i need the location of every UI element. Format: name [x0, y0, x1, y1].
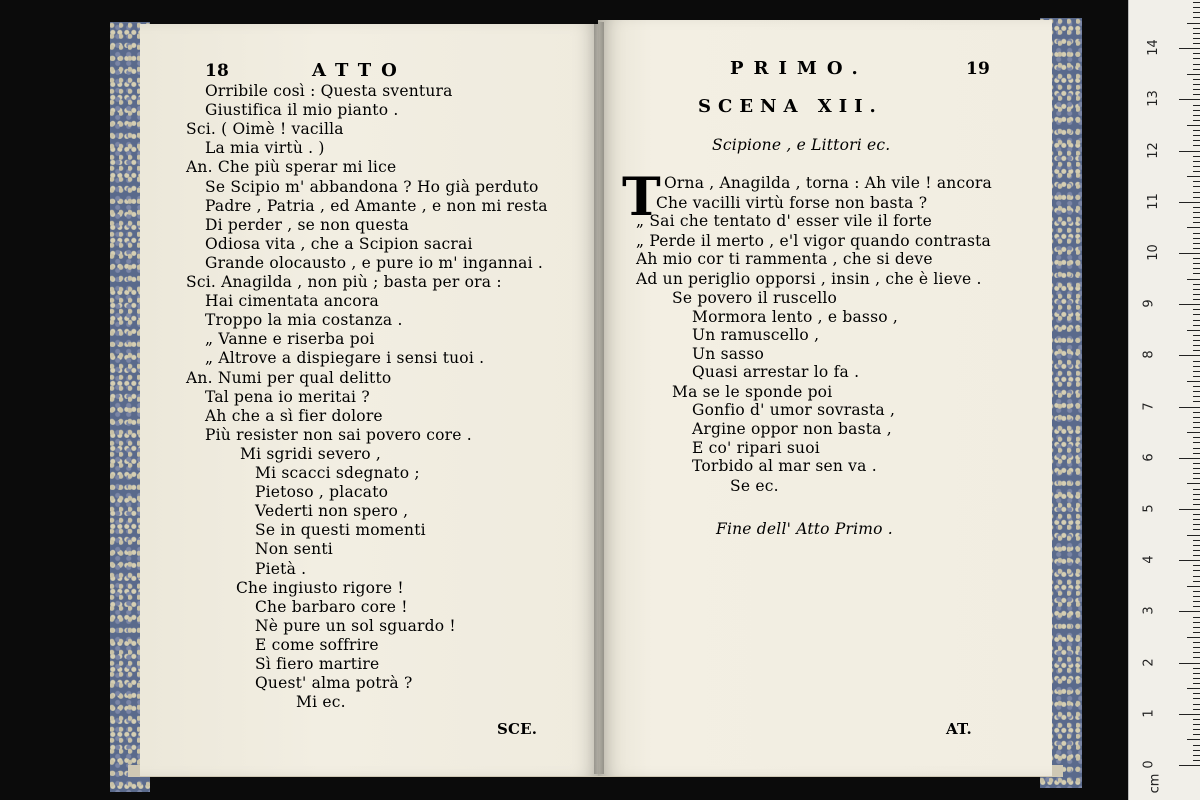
ruler-tick — [1193, 145, 1200, 146]
left-text-line: An. Numi per qual delitto — [186, 368, 392, 387]
right-text-line: Orna , Anagilda , torna : Ah vile ! ancora — [664, 174, 992, 192]
ruler-tick — [1193, 238, 1200, 239]
left-text-line: Ah che a sì fier dolore — [205, 406, 383, 425]
ruler-tick — [1193, 555, 1200, 556]
ruler-tick — [1193, 376, 1200, 377]
ruler-number: 6 — [1141, 453, 1157, 462]
ruler-tick — [1179, 458, 1200, 459]
left-text-line: Troppo la mia costanza . — [205, 311, 403, 330]
ruler-tick — [1193, 745, 1200, 746]
right-text-line: Mormora lento , e basso , — [692, 308, 899, 326]
ruler-tick — [1193, 668, 1200, 669]
ruler-tick — [1193, 156, 1200, 157]
ruler-tick — [1193, 478, 1200, 479]
ruler-number: 12 — [1145, 141, 1161, 159]
ruler-tick — [1179, 253, 1200, 254]
ruler-number: 11 — [1145, 193, 1161, 210]
ruler-tick — [1179, 48, 1200, 49]
ruler-tick — [1193, 371, 1200, 372]
ruler-tick — [1193, 17, 1200, 18]
ruler-tick — [1193, 545, 1200, 546]
right-running-head: PRIMO. — [730, 58, 868, 79]
ruler-tick — [1193, 38, 1200, 39]
ruler-tick — [1193, 729, 1200, 730]
left-text-line: An. Che più sperar mi lice — [186, 158, 397, 177]
ruler-tick — [1193, 709, 1200, 710]
book-gutter — [594, 22, 604, 774]
measurement-ruler — [1128, 0, 1200, 800]
ruler-tick — [1193, 581, 1200, 582]
left-text-line: Hai cimentata ancora — [205, 292, 379, 311]
ruler-tick — [1193, 284, 1200, 285]
ruler-tick — [1187, 227, 1200, 228]
ruler-number: 7 — [1141, 401, 1157, 411]
ruler-tick — [1193, 514, 1200, 515]
ruler-tick — [1193, 258, 1200, 259]
left-text-line: Grande olocausto , e pure io m' ingannai . — [205, 253, 543, 272]
ruler-tick — [1193, 12, 1200, 13]
right-text-line: Quasi arrestar lo fa . — [692, 363, 860, 381]
ruler-tick — [1193, 94, 1200, 95]
right-page-number: 19 — [966, 59, 991, 79]
ruler-tick — [1193, 243, 1200, 244]
ruler-tick — [1187, 279, 1200, 280]
right-text-line: „ Sai che tentato d' esser vile il forte — [636, 212, 932, 230]
right-text-line: Se povero il ruscello — [672, 289, 838, 307]
ruler-tick — [1193, 565, 1200, 566]
ruler-tick — [1193, 673, 1200, 674]
end-of-act-note: Fine dell' Atto Primo . — [716, 520, 893, 538]
left-text-line: Orribile così : Questa sventura — [205, 82, 453, 100]
ruler-tick — [1193, 2, 1200, 3]
right-text-line: Che vacilli virtù forse non basta ? — [656, 194, 928, 212]
ruler-tick — [1193, 540, 1200, 541]
ruler-tick — [1193, 412, 1200, 413]
scene-title: SCENA XII. — [698, 96, 883, 117]
ruler-tick — [1179, 560, 1200, 561]
ruler-number: 10 — [1145, 244, 1161, 261]
ruler-tick — [1179, 714, 1200, 715]
ruler-tick — [1193, 361, 1200, 362]
ruler-tick — [1193, 391, 1200, 392]
ruler-tick — [1193, 427, 1200, 428]
ruler-tick — [1193, 499, 1200, 500]
ruler-tick — [1193, 320, 1200, 321]
right-text-line: Se ec. — [730, 477, 779, 495]
left-text-line: Odiosa vita , che a Scipion sacrai — [205, 234, 473, 253]
right-text-line: Un ramuscello , — [692, 326, 820, 344]
ruler-tick — [1193, 335, 1200, 336]
ruler-tick — [1193, 755, 1200, 756]
ruler-tick — [1187, 74, 1200, 75]
left-text-line: „ Altrove a dispiegare i sensi tuoi . — [205, 349, 485, 368]
left-text-line: Quest' alma potrà ? — [255, 674, 413, 693]
drop-cap: T — [622, 167, 661, 228]
ruler-tick — [1193, 489, 1200, 490]
ruler-tick — [1193, 591, 1200, 592]
ruler-tick — [1193, 268, 1200, 269]
ruler-tick — [1179, 355, 1200, 356]
ruler-tick — [1193, 161, 1200, 162]
left-text-line: „ Vanne e riserba poi — [205, 330, 375, 349]
ruler-tick — [1193, 299, 1200, 300]
ruler-tick — [1179, 304, 1200, 305]
ruler-tick — [1193, 627, 1200, 628]
ruler-tick — [1193, 622, 1200, 623]
ruler-tick — [1193, 28, 1200, 29]
ruler-tick — [1179, 663, 1200, 664]
left-text-line: Sci. ( Oimè ! vacilla — [186, 120, 344, 139]
ruler-tick — [1193, 504, 1200, 505]
ruler-tick — [1193, 601, 1200, 602]
ruler-tick — [1193, 606, 1200, 607]
ruler-tick — [1179, 202, 1200, 203]
ruler-tick — [1193, 596, 1200, 597]
ruler-tick — [1193, 248, 1200, 249]
ruler-tick — [1193, 325, 1200, 326]
left-text-line: Non senti — [255, 540, 333, 559]
ruler-tick — [1193, 642, 1200, 643]
ruler-tick — [1193, 519, 1200, 520]
ruler-tick — [1193, 140, 1200, 141]
left-text-line: Di perder , se non questa — [205, 215, 409, 234]
ruler-tick — [1193, 120, 1200, 121]
ruler-tick — [1179, 407, 1200, 408]
ruler-tick — [1193, 181, 1200, 182]
ruler-tick — [1193, 263, 1200, 264]
ruler-tick — [1193, 760, 1200, 761]
ruler-tick — [1187, 586, 1200, 587]
ruler-number: 5 — [1141, 504, 1157, 513]
ruler-tick — [1193, 396, 1200, 397]
ruler-tick — [1193, 422, 1200, 423]
scene-characters: Scipione , e Littori ec. — [712, 136, 891, 154]
ruler-tick — [1193, 683, 1200, 684]
ruler-tick — [1187, 739, 1200, 740]
ruler-tick — [1193, 89, 1200, 90]
ruler-tick — [1187, 176, 1200, 177]
ruler-tick — [1187, 535, 1200, 536]
ruler-tick — [1193, 166, 1200, 167]
ruler-tick — [1187, 330, 1200, 331]
ruler-number: 1 — [1141, 709, 1157, 718]
ruler-tick — [1193, 222, 1200, 223]
right-text-line: Ah mio cor ti rammenta , che si deve — [636, 250, 933, 268]
left-running-head: ATTO — [312, 60, 407, 81]
ruler-tick — [1179, 151, 1200, 152]
ruler-tick — [1193, 340, 1200, 341]
ruler-tick — [1193, 652, 1200, 653]
ruler-tick — [1193, 33, 1200, 34]
ruler-tick — [1193, 678, 1200, 679]
left-text-line: Sì fiero martire — [255, 655, 380, 673]
ruler-tick — [1193, 135, 1200, 136]
ruler-tick — [1193, 576, 1200, 577]
ruler-number: 8 — [1141, 350, 1157, 360]
ruler-tick — [1193, 58, 1200, 59]
ruler-number: 9 — [1141, 299, 1157, 308]
ruler-tick — [1193, 693, 1200, 694]
ruler-tick — [1193, 79, 1200, 80]
ruler-tick — [1187, 483, 1200, 484]
ruler-tick — [1193, 550, 1200, 551]
right-text-line: Ma se le sponde poi — [672, 383, 833, 401]
ruler-tick — [1193, 698, 1200, 699]
ruler-tick — [1193, 734, 1200, 735]
left-text-line: Che ingiusto rigore ! — [236, 578, 404, 597]
ruler-tick — [1193, 186, 1200, 187]
ruler-tick — [1193, 197, 1200, 198]
ruler-tick — [1193, 704, 1200, 705]
ruler-number: 3 — [1141, 606, 1157, 616]
ruler-tick — [1179, 765, 1200, 766]
left-text-line: Pietoso , placato — [255, 483, 389, 502]
ruler-tick — [1193, 84, 1200, 85]
ruler-tick — [1193, 719, 1200, 720]
left-text-line: Più resister non sai povero core . — [205, 425, 472, 444]
ruler-tick — [1193, 401, 1200, 402]
ruler-tick — [1193, 309, 1200, 310]
ruler-tick — [1179, 611, 1200, 612]
left-catchword: SCE. — [497, 720, 538, 738]
ruler-tick — [1193, 750, 1200, 751]
ruler-tick — [1193, 130, 1200, 131]
ruler-tick — [1187, 637, 1200, 638]
ruler-tick — [1193, 468, 1200, 469]
ruler-tick — [1193, 724, 1200, 725]
right-text-line: Argine oppor non basta , — [692, 420, 892, 438]
ruler-tick — [1193, 64, 1200, 65]
right-text-line: Gonfio d' umor sovrasta , — [692, 401, 896, 419]
ruler-tick — [1187, 432, 1200, 433]
ruler-tick — [1187, 23, 1200, 24]
ruler-tick — [1193, 294, 1200, 295]
left-text-line: Mi ec. — [296, 693, 346, 712]
ruler-number: 4 — [1141, 555, 1157, 564]
ruler-tick — [1187, 688, 1200, 689]
ruler-tick — [1193, 217, 1200, 218]
right-catchword: AT. — [946, 720, 972, 738]
right-text-line: Un sasso — [692, 345, 765, 363]
left-text-line: Nè pure un sol sguardo ! — [255, 616, 456, 635]
ruler-number: 14 — [1145, 39, 1161, 56]
ruler-number: 0 — [1141, 760, 1157, 769]
ruler-tick — [1187, 125, 1200, 126]
ruler-tick — [1193, 273, 1200, 274]
ruler-tick — [1193, 632, 1200, 633]
ruler-tick — [1193, 617, 1200, 618]
left-page-number: 18 — [205, 61, 230, 81]
ruler-tick — [1193, 212, 1200, 213]
ruler-tick — [1193, 171, 1200, 172]
ruler-tick — [1193, 53, 1200, 54]
ruler-tick — [1193, 289, 1200, 290]
ruler-tick — [1193, 524, 1200, 525]
left-text-line: Se Scipio m' abbandona ? Ho già perduto — [205, 177, 539, 196]
ruler-tick — [1193, 386, 1200, 387]
ruler-tick — [1193, 115, 1200, 116]
left-text-line: Mi scacci sdegnato ; — [255, 464, 420, 482]
right-text-line: „ Perde il merto , e'l vigor quando contrasta — [636, 232, 991, 250]
ruler-tick — [1193, 494, 1200, 495]
ruler-tick — [1193, 463, 1200, 464]
right-text-line: Ad un periglio opporsi , insin , che è lieve . — [636, 270, 982, 288]
ruler-tick — [1193, 105, 1200, 106]
ruler-number: 2 — [1141, 657, 1157, 667]
ruler-tick — [1193, 473, 1200, 474]
ruler-tick — [1193, 43, 1200, 44]
left-text-line: E come soffrire — [255, 635, 379, 654]
left-text-line: Se in questi momenti — [255, 521, 426, 540]
left-text-line: Pietà . — [255, 559, 307, 578]
ruler-tick — [1193, 366, 1200, 367]
ruler-number: 13 — [1145, 90, 1161, 108]
left-text-line: Che barbaro core ! — [255, 597, 408, 616]
left-text-line: Sci. Anagilda , non più ; basta per ora : — [186, 273, 502, 291]
ruler-tick — [1193, 442, 1200, 443]
ruler-tick — [1193, 110, 1200, 111]
left-text-line: Tal pena io meritai ? — [205, 387, 370, 406]
ruler-tick — [1193, 345, 1200, 346]
ruler-tick — [1193, 233, 1200, 234]
left-text-line: Giustifica il mio pianto . — [205, 101, 399, 120]
ruler-tick — [1193, 453, 1200, 454]
ruler-tick — [1193, 350, 1200, 351]
ruler-tick — [1179, 99, 1200, 100]
ruler-tick — [1193, 657, 1200, 658]
ruler-tick — [1193, 192, 1200, 193]
left-text-line: Vederti non spero , — [255, 502, 409, 521]
left-text-line: Mi sgridi severo , — [240, 444, 382, 463]
ruler-tick — [1193, 69, 1200, 70]
ruler-tick — [1187, 381, 1200, 382]
ruler-tick — [1193, 417, 1200, 418]
ruler-tick — [1193, 314, 1200, 315]
left-text-line: La mia virtù . ) — [205, 139, 325, 158]
ruler-tick — [1179, 509, 1200, 510]
ruler-tick — [1193, 570, 1200, 571]
right-text-line: E co' ripari suoi — [692, 439, 820, 457]
ruler-tick — [1193, 437, 1200, 438]
right-text-line: Torbido al mar sen va . — [692, 457, 877, 475]
ruler-tick — [1193, 207, 1200, 208]
left-text-line: Padre , Patria , ed Amante , e non mi resta — [205, 196, 548, 215]
ruler-tick — [1193, 448, 1200, 449]
ruler-tick — [1193, 647, 1200, 648]
ruler-tick — [1193, 529, 1200, 530]
ruler-unit-label: cm — [1147, 773, 1163, 794]
ruler-tick — [1193, 7, 1200, 8]
